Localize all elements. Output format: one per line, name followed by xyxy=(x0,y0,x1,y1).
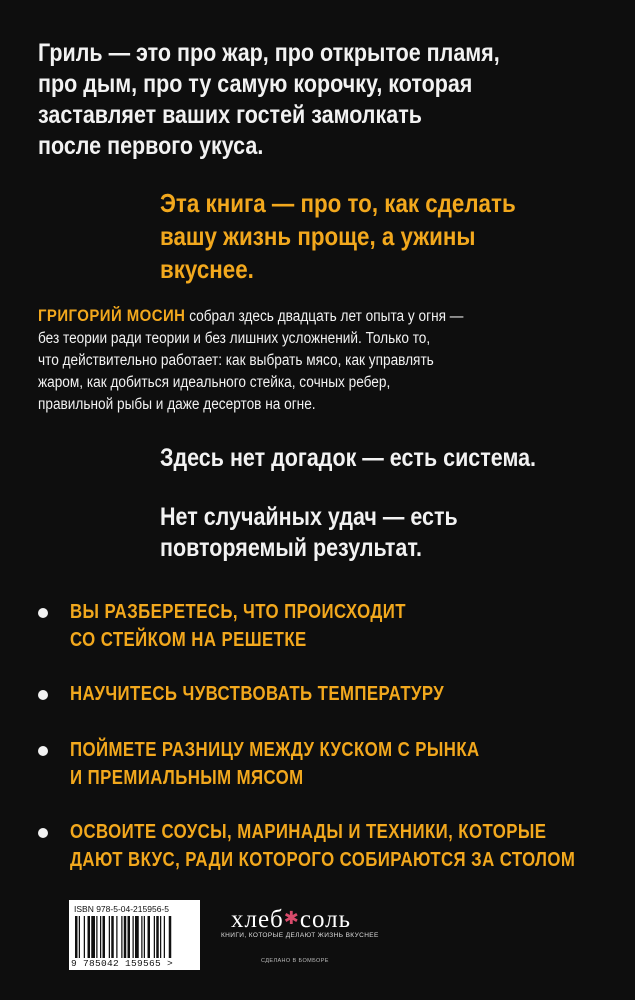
statement-line: Нет случайных удач — есть xyxy=(160,503,458,531)
benefit-text xyxy=(70,598,470,654)
bio-line: жаром, как добиться идеального стейка, сочных ребер, xyxy=(38,374,391,391)
tagline-line: вашу жизнь проще, а ужины xyxy=(160,221,476,251)
tagline-line: Эта книга — про то, как сделать xyxy=(160,188,516,218)
intro-line: после первого укуса. xyxy=(38,132,264,160)
barcode-number: 9 785042 159565 > xyxy=(71,958,174,969)
publisher-imprint: СДЕЛАНО В БОМБОРЕ xyxy=(261,958,329,964)
bio-line: правильной рыбы и даже десертов на огне. xyxy=(38,396,316,413)
benefit-line: ДАЮТ ВКУС, РАДИ КОТОРОГО СОБИРАЮТСЯ ЗА СТОЛОМ xyxy=(70,849,576,871)
benefit-text xyxy=(70,736,558,792)
statement-result xyxy=(160,502,506,564)
bullet-dot-icon xyxy=(38,608,48,618)
bullet-dot-icon xyxy=(38,690,48,700)
benefit-line: НАУЧИТЕСЬ ЧУВСТВОВАТЬ ТЕМПЕРАТУРУ xyxy=(70,683,445,705)
benefit-line: ОСВОИТЕ СОУСЫ, МАРИНАДЫ И ТЕХНИКИ, КОТОРЫЕ xyxy=(70,821,547,843)
statement-system xyxy=(160,444,597,473)
intro-paragraph xyxy=(38,38,575,162)
statement-line: повторяемый результат. xyxy=(160,534,422,562)
bio-line: без теории ради теории и без лишних усложнений. Только то, xyxy=(38,330,431,347)
author-name: ГРИГОРИЙ МОСИН xyxy=(38,306,186,325)
publisher-name-left: хлеб xyxy=(230,906,284,933)
publisher-tagline: КНИГИ, КОТОРЫЕ ДЕЛАЮТ ЖИЗНЬ ВКУСНЕЕ xyxy=(221,932,379,939)
tagline xyxy=(160,187,574,286)
barcode xyxy=(69,900,200,970)
tagline-line: вкуснее. xyxy=(160,254,254,284)
publisher-name xyxy=(221,906,361,934)
isbn-text: ISBN 978-5-04-215956-5 xyxy=(74,904,169,914)
bio-line: что действительно работает: как выбрать мясо, как управлять xyxy=(38,352,434,369)
intro-line: Гриль — это про жар, про открытое пламя, xyxy=(38,39,500,67)
benefit-line: СО СТЕЙКОМ НА РЕШЕТКЕ xyxy=(70,629,307,651)
publisher-star-icon: ✱ xyxy=(283,908,300,928)
barcode-bars-icon xyxy=(75,916,194,958)
bio-first-line-text: собрал здесь двадцать лет опыта у огня — xyxy=(185,308,464,325)
author-bio xyxy=(38,305,521,416)
intro-line: про дым, про ту самую корочку, которая xyxy=(38,70,473,98)
bio-line xyxy=(38,305,463,328)
benefit-line: ПОЙМЕТЕ РАЗНИЦУ МЕЖДУ КУСКОМ С РЫНКА xyxy=(70,739,480,761)
bullet-dot-icon xyxy=(38,828,48,838)
bullet-dot-icon xyxy=(38,746,48,756)
benefit-line: И ПРЕМИАЛЬНЫМ МЯСОМ xyxy=(70,767,304,789)
publisher-logo xyxy=(221,906,379,939)
intro-line: заставляет ваших гостей замолкать xyxy=(38,101,422,129)
publisher-name-right: соль xyxy=(299,906,352,933)
benefit-text xyxy=(70,680,515,708)
statement-line: Здесь нет догадок — есть система. xyxy=(160,444,537,472)
benefit-text xyxy=(70,818,635,874)
benefit-line: ВЫ РАЗБЕРЕТЕСЬ, ЧТО ПРОИСХОДИТ xyxy=(70,601,406,623)
